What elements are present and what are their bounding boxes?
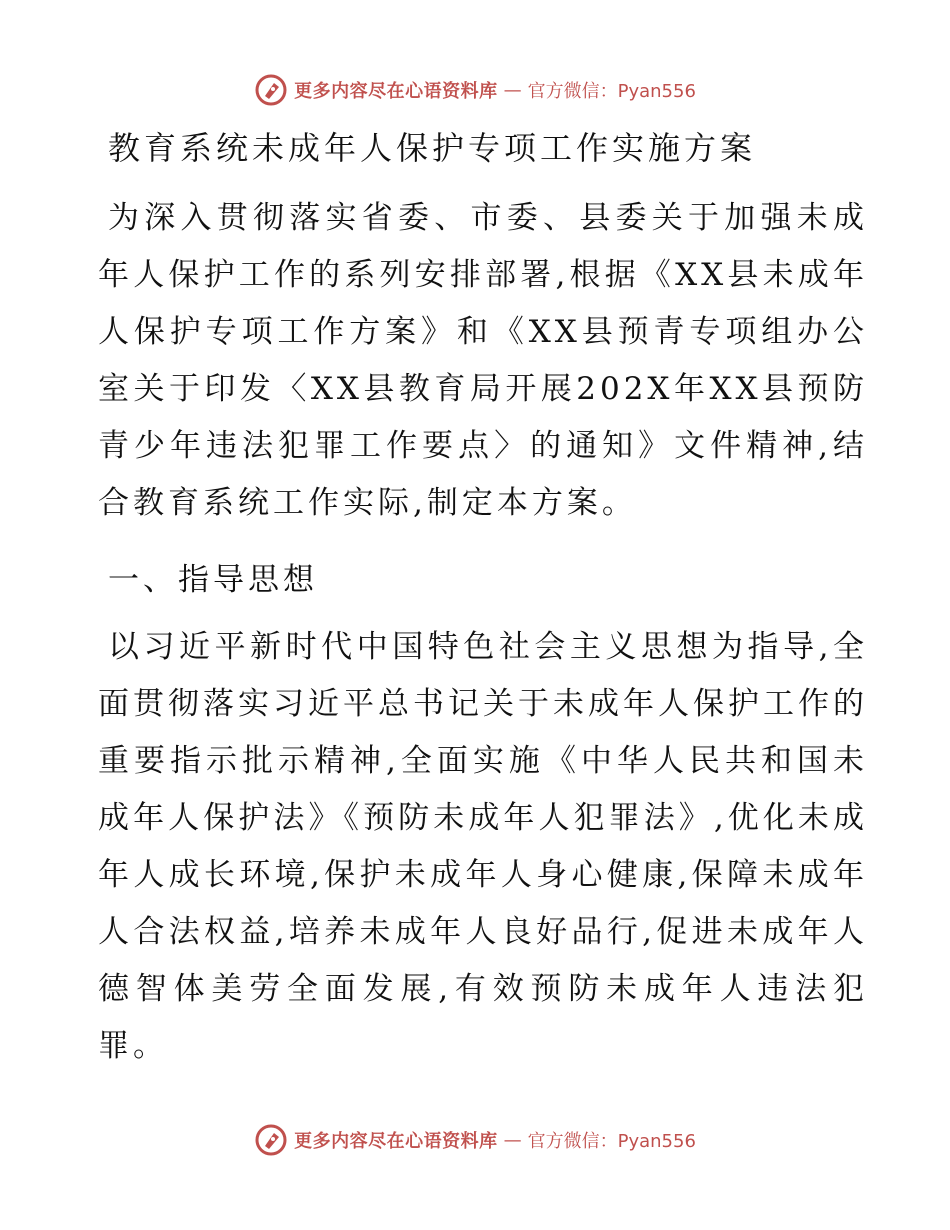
- intro-paragraph: 为深入贯彻落实省委、市委、县委关于加强未成年人保护工作的系列安排部署,根据《XX县未成年人保护专项工作方案》和《XX县预青专项组办公室关于印发〈XX县教育局开展202X年XX县预防青少年违法犯罪工作要点〉的通知》文件精神,结合教育系统工作实际,制定本方案。: [98, 200, 868, 521]
- pen-nib-circle-icon: [254, 73, 288, 107]
- banner-wechat-text: 官方微信：Pyan556: [527, 1131, 696, 1152]
- pen-nib-circle-icon: [254, 1123, 288, 1157]
- banner-dash: —: [503, 79, 522, 101]
- banner-wechat-text: 官方微信：Pyan556: [527, 81, 696, 102]
- guiding-ideology-paragraph: 以习近平新时代中国特色社会主义思想为指导,全面贯彻落实习近平总书记关于未成年人保护工作的重要指示批示精神,全面实施《中华人民共和国未成年人保护法》《预防未成年人犯罪法》,优化未成年人成长环境,保护未成年人身心健康,保障未成年人合法权益,培养未成年人良好品行,促进未成年人德智体美劳全面发展,有效预防未成年人违法犯罪。: [98, 629, 868, 1064]
- section-heading-guiding-ideology: 一、指导思想: [108, 562, 318, 598]
- document-title: 教育系统未成年人保护专项工作实施方案: [108, 129, 757, 167]
- banner-main-text: 更多内容尽在心语资料库: [294, 1131, 498, 1152]
- banner-main-text: 更多内容尽在心语资料库: [294, 81, 498, 102]
- header-banner[interactable]: [0, 70, 950, 110]
- document-body: [98, 122, 868, 1075]
- footer-banner[interactable]: [0, 1120, 950, 1160]
- banner-dash: —: [503, 1129, 522, 1151]
